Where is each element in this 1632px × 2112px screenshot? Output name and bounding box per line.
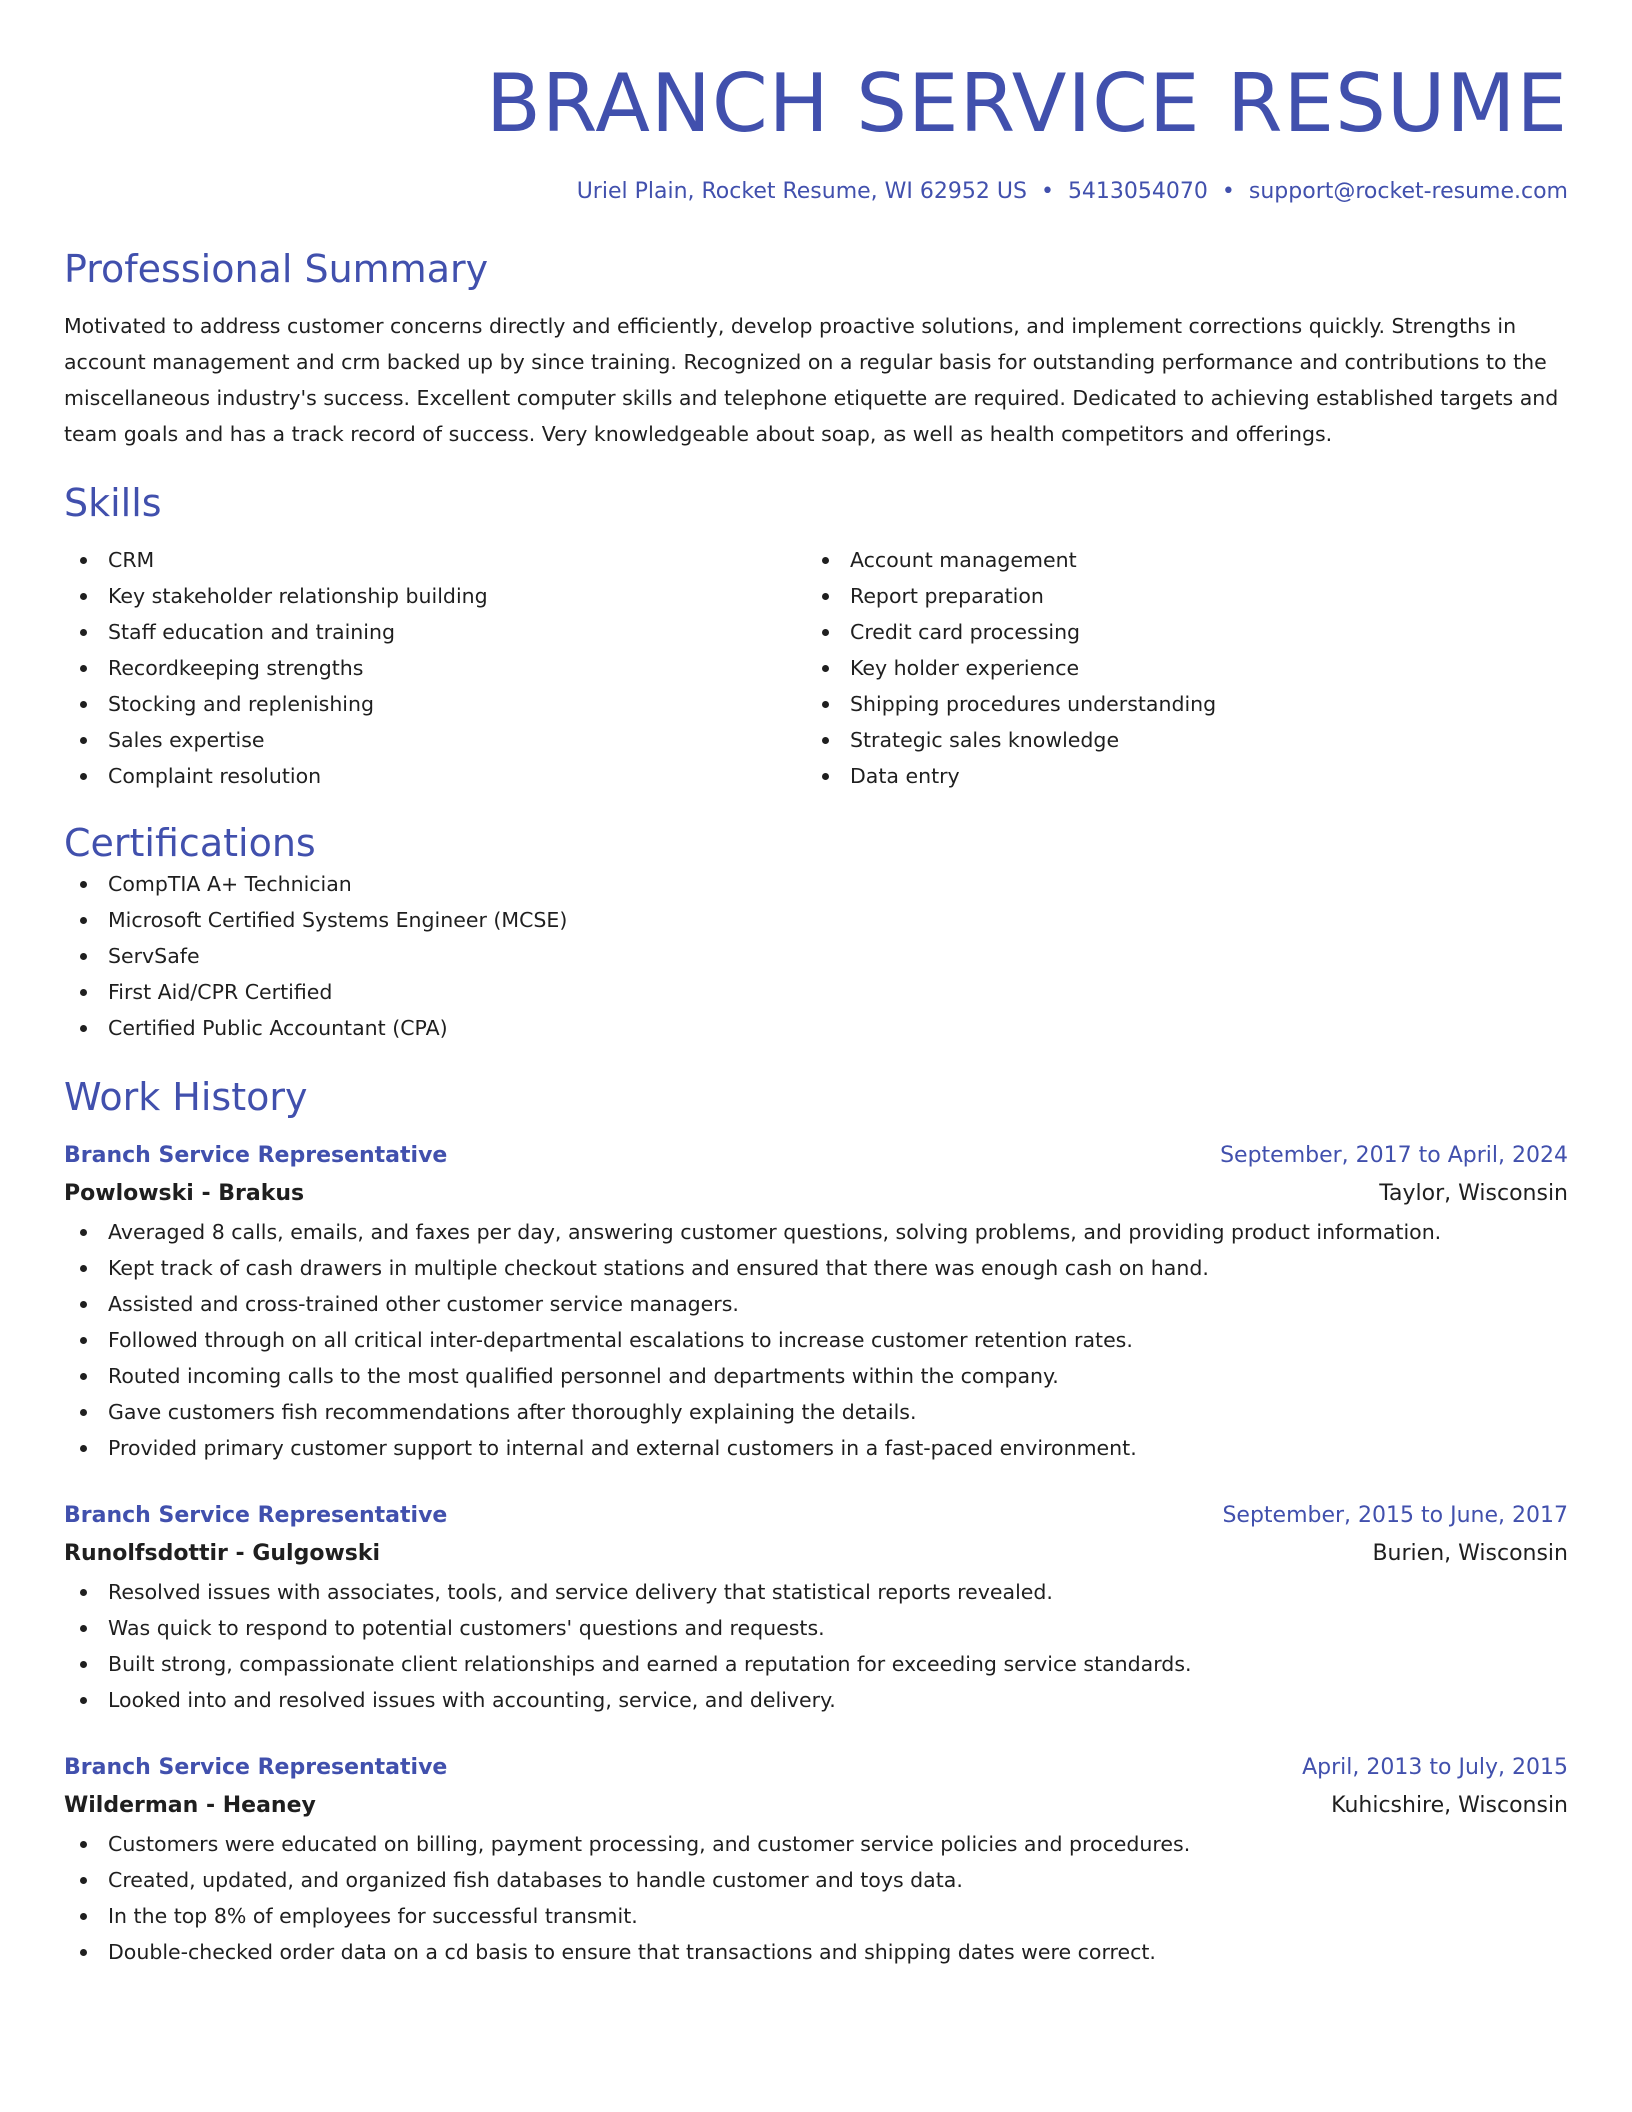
job-duty-item: Was quick to respond to potential customers' questions and requests. [64, 1610, 1568, 1646]
contact-address: Uriel Plain, Rocket Resume, WI 62952 US [576, 179, 1027, 204]
skill-item: CRM [64, 542, 806, 578]
certifications-heading: Certifications [64, 821, 316, 865]
job-dates: April, 2013 to July, 2015 [1302, 1755, 1568, 1780]
skill-item: Stocking and replenishing [64, 686, 806, 722]
job-duty-item: Created, updated, and organized fish databases to handle customer and toys data. [64, 1862, 1568, 1898]
contact-line [64, 178, 1568, 206]
job-role: Branch Service Representative [64, 1503, 448, 1528]
certification-item: Microsoft Certified Systems Engineer (MCSE) [64, 902, 1568, 938]
job-duties-list [64, 1826, 1568, 1970]
skills-column-left [64, 542, 806, 794]
job-company-row [64, 1534, 1568, 1574]
certification-item: CompTIA A+ Technician [64, 866, 1568, 902]
summary-heading: Professional Summary [64, 247, 489, 291]
job-duty-item: Built strong, compassionate client relationships and earned a reputation for exceeding service standards. [64, 1646, 1568, 1682]
job-duty-item: Assisted and cross-trained other customer service managers. [64, 1286, 1568, 1322]
job-entry [64, 1498, 1568, 1718]
job-duties-list [64, 1214, 1568, 1466]
job-role: Branch Service Representative [64, 1143, 448, 1168]
job-entry [64, 1138, 1568, 1466]
skill-item: Complaint resolution [64, 758, 806, 794]
resume-page [64, 56, 1568, 1970]
job-duty-item: Provided primary customer support to internal and external customers in a fast-paced environment. [64, 1430, 1568, 1466]
job-dates: September, 2015 to June, 2017 [1222, 1503, 1568, 1528]
job-entry [64, 1750, 1568, 1970]
skill-item: Data entry [806, 758, 1548, 794]
job-duty-item: Kept track of cash drawers in multiple checkout stations and ensured that there was enough cash on hand. [64, 1250, 1568, 1286]
job-title-row [64, 1138, 1568, 1174]
resume-title: BRANCH SERVICE RESUME [486, 57, 1568, 150]
skills-heading: Skills [64, 481, 162, 525]
job-title-row [64, 1750, 1568, 1786]
job-duty-item: Gave customers fish recommendations after thoroughly explaining the details. [64, 1394, 1568, 1430]
skill-item: Strategic sales knowledge [806, 722, 1548, 758]
job-duty-item: Averaged 8 calls, emails, and faxes per day, answering customer questions, solving problems, and providing product information. [64, 1214, 1568, 1250]
job-title-row [64, 1498, 1568, 1534]
job-role: Branch Service Representative [64, 1755, 448, 1780]
contact-phone: 5413054070 [1067, 179, 1208, 204]
skill-item: Credit card processing [806, 614, 1548, 650]
job-duty-item: In the top 8% of employees for successful transmit. [64, 1898, 1568, 1934]
job-location: Burien, Wisconsin [1372, 1541, 1568, 1566]
job-location: Kuhicshire, Wisconsin [1331, 1793, 1568, 1818]
resume-header [64, 56, 1568, 206]
skills-columns [64, 542, 1568, 794]
skill-item: Recordkeeping strengths [64, 650, 806, 686]
skills-list-left [64, 542, 806, 794]
skill-item: Shipping procedures understanding [806, 686, 1548, 722]
certifications-list [64, 866, 1568, 1046]
summary-text: Motivated to address customer concerns directly and efficiently, develop proactive solutions, and implement corrections quickly. Strengths in account management and crm backed up by since training. Recognized on a regular basis for outstanding performance and contributions to the miscellaneous industry's success. Excellent computer skills and telephone etiquette are required. Dedicated to achieving established targets and team goals and has a track record of success. Very knowledgeable about soap, as well as health competitors and offerings. [64, 314, 1559, 446]
skill-item: Key stakeholder relationship building [64, 578, 806, 614]
skills-column-right [806, 542, 1548, 794]
certification-item: Certified Public Accountant (CPA) [64, 1010, 1568, 1046]
job-duty-item: Resolved issues with associates, tools, and service delivery that statistical reports revealed. [64, 1574, 1568, 1610]
job-company-row [64, 1174, 1568, 1214]
contact-email: support@rocket-resume.com [1248, 179, 1568, 204]
skill-item: Sales expertise [64, 722, 806, 758]
job-duty-item: Customers were educated on billing, payment processing, and customer service policies and procedures. [64, 1826, 1568, 1862]
job-duty-item: Routed incoming calls to the most qualified personnel and departments within the company. [64, 1358, 1568, 1394]
contact-separator: • [1040, 179, 1054, 204]
certification-item: First Aid/CPR Certified [64, 974, 1568, 1010]
job-location: Taylor, Wisconsin [1379, 1181, 1568, 1206]
skills-list-right [806, 542, 1548, 794]
work-history-heading: Work History [64, 1075, 308, 1119]
job-duty-item: Double-checked order data on a cd basis to ensure that transactions and shipping dates were correct. [64, 1934, 1568, 1970]
job-duty-item: Followed through on all critical inter-departmental escalations to increase customer retention rates. [64, 1322, 1568, 1358]
job-duty-item: Looked into and resolved issues with accounting, service, and delivery. [64, 1682, 1568, 1718]
job-duties-list [64, 1574, 1568, 1718]
contact-separator: • [1221, 179, 1235, 204]
job-company: Wilderman - Heaney [64, 1793, 316, 1818]
skill-item: Report preparation [806, 578, 1548, 614]
job-company-row [64, 1786, 1568, 1826]
certification-item: ServSafe [64, 938, 1568, 974]
job-company: Powlowski - Brakus [64, 1181, 305, 1206]
skill-item: Key holder experience [806, 650, 1548, 686]
skill-item: Staff education and training [64, 614, 806, 650]
skill-item: Account management [806, 542, 1548, 578]
job-company: Runolfsdottir - Gulgowski [64, 1541, 381, 1566]
job-dates: September, 2017 to April, 2024 [1220, 1143, 1568, 1168]
